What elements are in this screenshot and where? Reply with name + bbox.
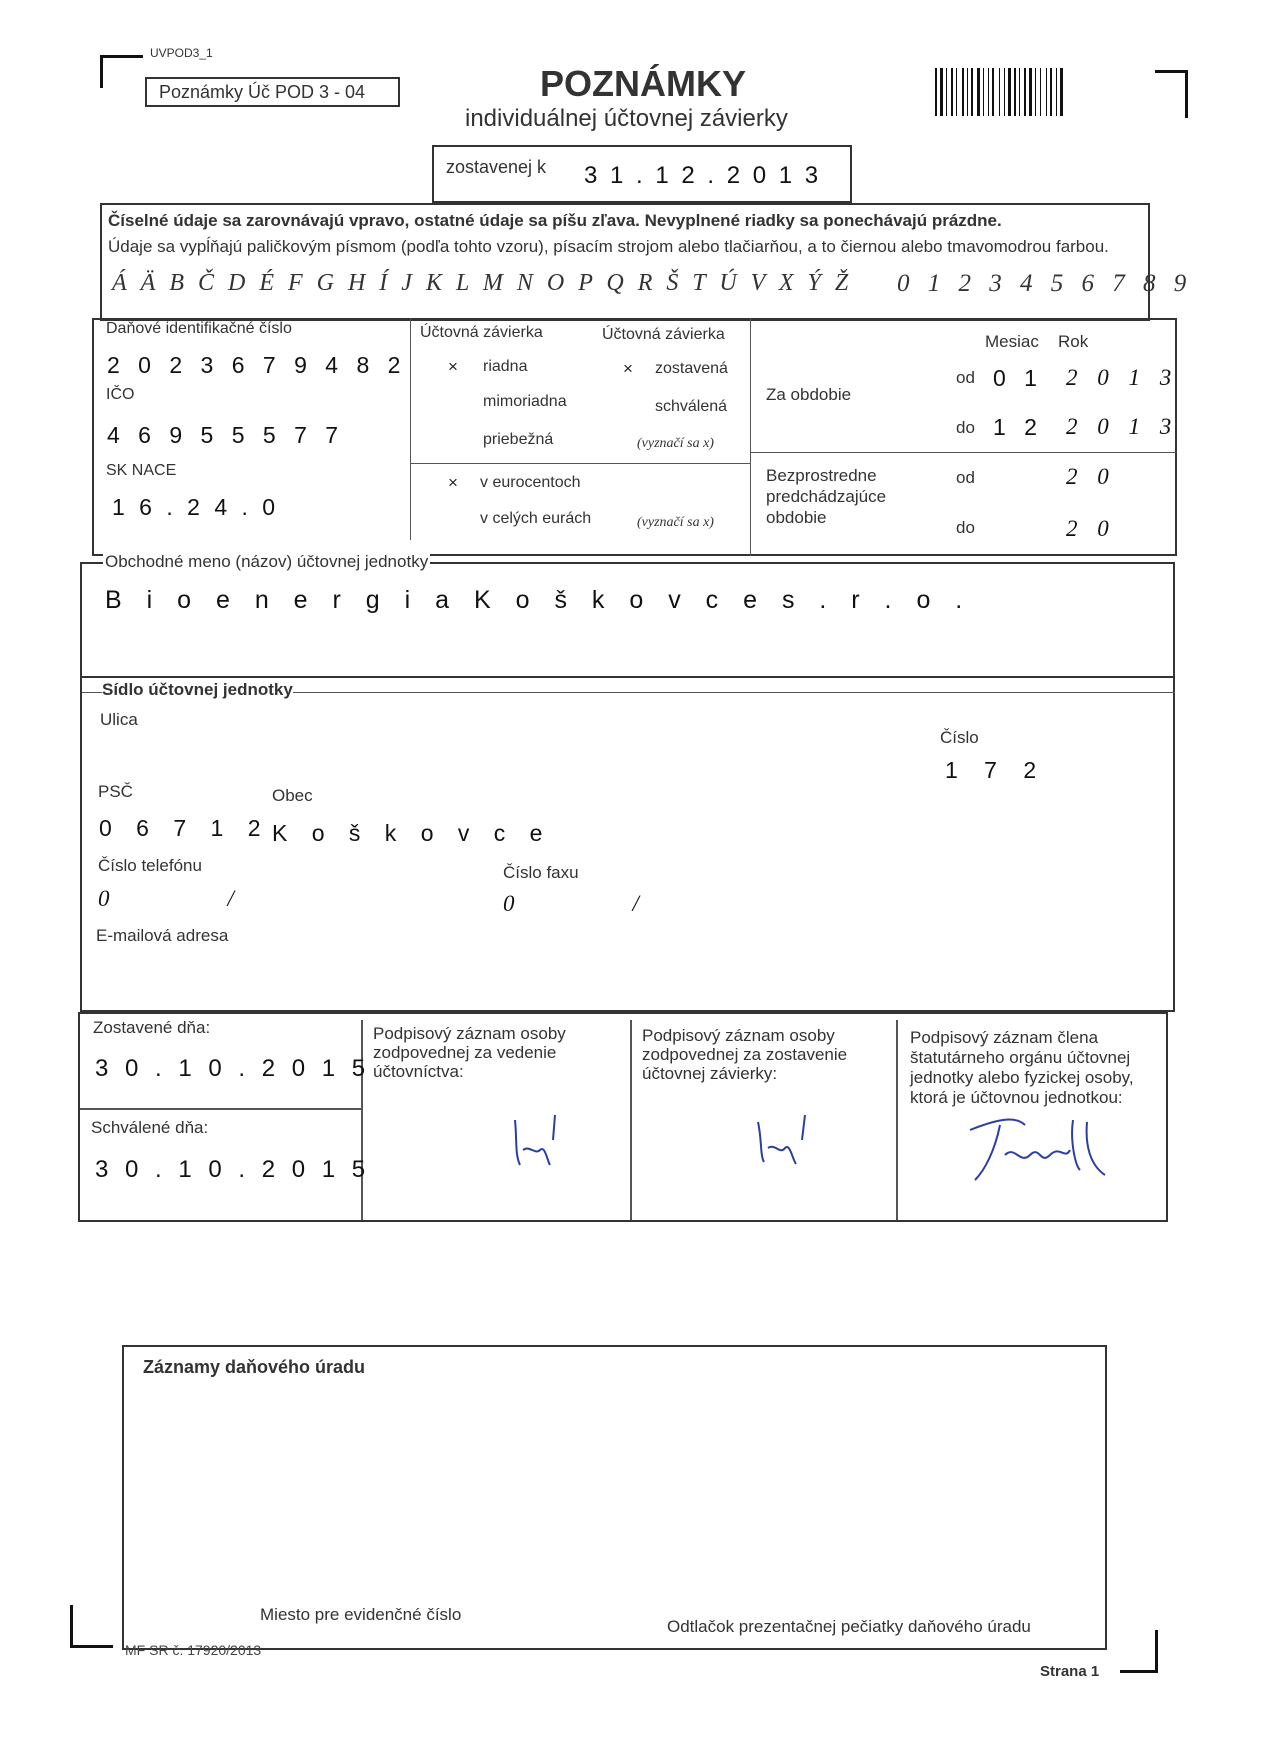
barcode-bar bbox=[1046, 68, 1047, 116]
company-name-label: Obchodné meno (názov) účtovnej jednotky bbox=[105, 552, 429, 571]
instructions-line-1: Číselné údaje sa zarovnávajú vpravo, ostatné údaje sa píšu zľava. Nevyplnené riadky sa ponechávajú prázdne. bbox=[108, 211, 1002, 230]
barcode-bar bbox=[935, 68, 937, 116]
corner-mark-bottom-right bbox=[1120, 1630, 1158, 1673]
nace-label: SK NACE bbox=[106, 462, 177, 479]
prepared-on-date[interactable]: 3 0 . 1 0 . 2 0 1 5 bbox=[95, 1055, 371, 1082]
mark-hint-2: (vyznačí sa x) bbox=[637, 515, 714, 530]
barcode-bar bbox=[1035, 68, 1036, 116]
fax-label: Číslo faxu bbox=[503, 863, 579, 882]
barcode-bar bbox=[956, 68, 957, 116]
mark-zostavena[interactable]: × bbox=[623, 359, 633, 378]
prepared-label: zostavenej k bbox=[446, 157, 547, 177]
sig3-label: Podpisový záznam člena štatutárneho orgánu účtovnej jednotky alebo fyzickej osoby, ktorá je účtovnou jednotkou: bbox=[910, 1028, 1134, 1107]
prev-od-label: od bbox=[956, 468, 975, 487]
stamp-label: Odtlačok prezentačnej pečiatky daňového úradu bbox=[667, 1617, 1031, 1636]
option-eur: v celých eurách bbox=[480, 510, 592, 527]
instructions-box bbox=[100, 203, 1193, 321]
barcode-bar bbox=[951, 68, 953, 116]
approved-on-date[interactable]: 3 0 . 1 0 . 2 0 1 5 bbox=[95, 1156, 371, 1183]
barcode bbox=[935, 68, 1115, 116]
prev-period-label-3: obdobie bbox=[766, 508, 827, 527]
barcode-bar bbox=[1040, 68, 1041, 116]
barcode-bar bbox=[971, 68, 973, 116]
sample-digits: 0 1 2 3 4 5 6 7 8 9 bbox=[897, 270, 1193, 297]
barcode-bar bbox=[1014, 68, 1016, 116]
barcode-bar bbox=[1004, 68, 1005, 116]
barcode-bar bbox=[1029, 68, 1032, 116]
prev-period-label-2: predchádzajúce bbox=[766, 487, 887, 506]
sig-divider-1 bbox=[361, 1020, 363, 1220]
sig1-label: Podpisový záznam osoby zodpovednej za vedenie účtovníctva: bbox=[373, 1024, 566, 1081]
barcode-bar bbox=[1019, 68, 1020, 116]
approved-on-label: Schválené dňa: bbox=[91, 1118, 209, 1137]
option-schvalena: schválená bbox=[655, 398, 728, 415]
sig-divider-h bbox=[80, 1108, 362, 1110]
barcode-bar bbox=[1050, 68, 1052, 116]
divider-period bbox=[750, 452, 1177, 453]
month-label: Mesiac bbox=[985, 332, 1039, 351]
barcode-bar bbox=[1024, 68, 1026, 116]
instructions-line-2: Údaje sa vypĺňajú paličkovým písmom (podľa tohto vzoru), písacím strojom alebo tlačiarňou, a to čiernou alebo tmavomodrou farbou. bbox=[108, 237, 1109, 256]
period-od-label: od bbox=[956, 368, 975, 387]
barcode-bar bbox=[983, 68, 984, 116]
divider-type bbox=[410, 463, 750, 464]
statement-col2-label: Účtovná závierka bbox=[602, 326, 725, 343]
barcode-bar bbox=[967, 68, 968, 116]
option-zostavena: zostavená bbox=[655, 360, 728, 377]
prev-do-year: 2 0 bbox=[1066, 516, 1116, 541]
form-code: UVPOD3_1 bbox=[150, 46, 213, 60]
form-name: Poznámky Úč POD 3 - 04 bbox=[159, 82, 366, 102]
seat-label: Sídlo účtovnej jednotky bbox=[102, 680, 293, 699]
ministry-ref: MF SR č. 17920/2013 bbox=[125, 1642, 262, 1658]
seat-divider bbox=[82, 676, 1175, 678]
page-number: Strana 1 bbox=[1040, 1663, 1100, 1680]
number-label: Číslo bbox=[940, 728, 979, 747]
period-od-year: 2 0 1 3 bbox=[1066, 365, 1179, 390]
phone-value[interactable]: 0 / bbox=[98, 886, 242, 911]
barcode-bar bbox=[1056, 68, 1057, 116]
divider-2 bbox=[750, 318, 751, 556]
mark-riadna[interactable]: × bbox=[448, 357, 458, 376]
psc-label: PSČ bbox=[98, 782, 133, 801]
option-mimoriadna: mimoriadna bbox=[483, 393, 567, 410]
option-priebezna: priebežná bbox=[483, 431, 554, 448]
option-eurocent: v eurocentoch bbox=[480, 474, 581, 491]
number-value[interactable]: 1 7 2 bbox=[945, 757, 1047, 783]
form-name-box bbox=[145, 77, 400, 107]
phone-label: Číslo telefónu bbox=[98, 856, 202, 875]
psc-value[interactable]: 0 6 7 1 2 bbox=[99, 815, 270, 841]
mark-hint: (vyznačí sa x) bbox=[637, 436, 714, 451]
email-label: E-mailová adresa bbox=[96, 926, 229, 945]
prev-do-label: do bbox=[956, 518, 975, 537]
ico-value: 4 6 9 5 5 5 7 7 bbox=[107, 422, 345, 448]
sig2-label: Podpisový záznam osoby zodpovednej za zostavenie účtovnej závierky: bbox=[642, 1026, 848, 1083]
year-label: Rok bbox=[1058, 332, 1089, 351]
sample-letters: Á Ä B Č D É F G H Í J K L M N O P Q R Š T Ú V X Ý Ž bbox=[112, 270, 853, 296]
ico-label: IČO bbox=[106, 386, 135, 403]
company-name[interactable]: B i o e n e r g i a K o š k o v c e s . r . o . bbox=[105, 586, 972, 614]
prepared-date-box bbox=[432, 145, 852, 203]
barcode-bar bbox=[962, 68, 964, 116]
city-value[interactable]: K o š k o v c e bbox=[272, 820, 552, 846]
tax-office-title: Záznamy daňového úradu bbox=[143, 1357, 366, 1377]
period-do-label: do bbox=[956, 418, 975, 437]
prev-period-label-1: Bezprostredne bbox=[766, 466, 877, 485]
barcode-bar bbox=[988, 68, 989, 116]
dic-value: 2 0 2 3 6 7 9 4 8 2 bbox=[107, 352, 407, 378]
signature-3 bbox=[955, 1110, 1125, 1190]
prepared-on-label: Zostavené dňa: bbox=[93, 1018, 211, 1037]
period-do-year: 2 0 1 3 bbox=[1066, 414, 1179, 439]
street-label: Ulica bbox=[100, 710, 138, 729]
sig-divider-3 bbox=[896, 1020, 898, 1220]
evidence-label: Miesto pre evidenčné číslo bbox=[260, 1605, 462, 1624]
fax-value[interactable]: 0 / bbox=[503, 891, 647, 916]
barcode-bar bbox=[1060, 68, 1063, 116]
period-do-month: 1 2 bbox=[993, 414, 1043, 440]
company-block bbox=[80, 562, 1175, 1012]
prev-od-year: 2 0 bbox=[1066, 464, 1116, 489]
barcode-bar bbox=[940, 68, 943, 116]
city-label: Obec bbox=[272, 786, 313, 805]
barcode-bar bbox=[977, 68, 980, 116]
statement-col1-label: Účtovná závierka bbox=[420, 324, 543, 341]
prepared-date: 3 1 . 1 2 . 2 0 1 3 bbox=[584, 162, 822, 189]
signature-2 bbox=[750, 1110, 820, 1180]
page-title: POZNÁMKY bbox=[540, 63, 746, 104]
divider-1 bbox=[410, 318, 411, 540]
corner-mark-top-right bbox=[1155, 70, 1188, 118]
barcode-bar bbox=[1008, 68, 1011, 116]
barcode-bar bbox=[992, 68, 994, 116]
barcode-bar bbox=[946, 68, 947, 116]
za-obdobie-label: Za obdobie bbox=[766, 385, 852, 404]
period-od-month: 0 1 bbox=[993, 365, 1043, 391]
page-subtitle: individuálnej účtovnej závierky bbox=[465, 105, 788, 132]
corner-mark-top-left bbox=[100, 55, 143, 88]
barcode-bar bbox=[999, 68, 1000, 116]
nace-value: 1 6 . 2 4 . 0 bbox=[112, 494, 280, 520]
signature-1 bbox=[505, 1110, 575, 1180]
corner-mark-bottom-left bbox=[70, 1605, 113, 1648]
dic-label: Daňové identifikačné číslo bbox=[106, 320, 292, 337]
mark-eurocent[interactable]: × bbox=[448, 473, 458, 492]
option-riadna: riadna bbox=[483, 358, 528, 375]
sig-divider-2 bbox=[630, 1020, 632, 1220]
